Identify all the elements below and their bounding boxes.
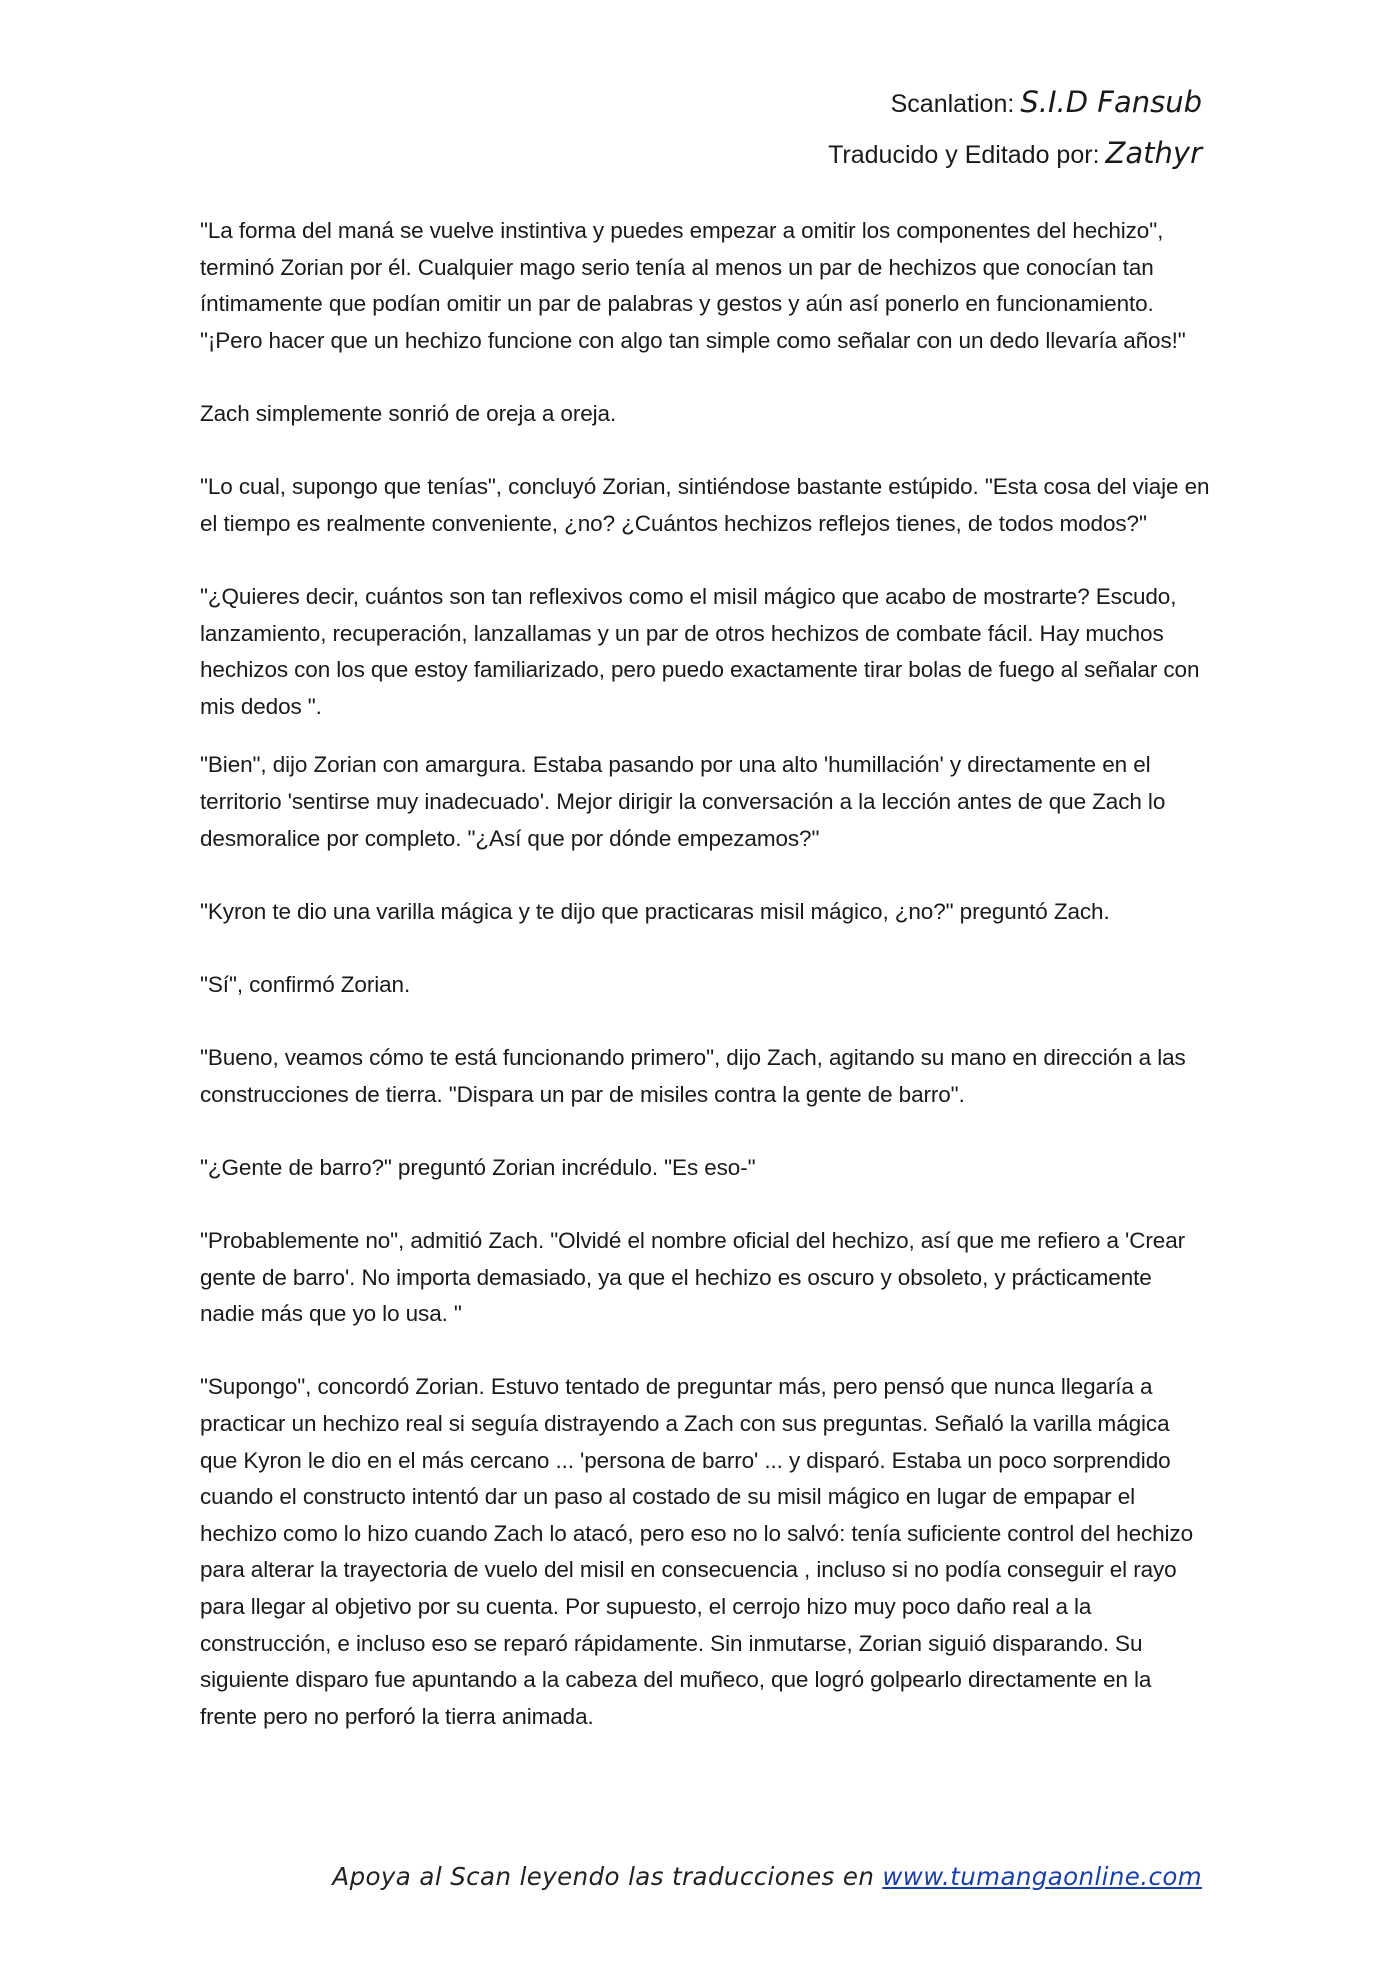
- paragraph: "Bien", dijo Zorian con amargura. Estaba pasando por una alto 'humillación' y directamente en el territorio 'sentirse muy inadecuado'. Mejor dirigir la conversación a la lección antes de que Zach lo desmoralice por completo. "¿Así que por dónde empezamos?": [200, 752, 1166, 851]
- paragraph: "Kyron te dio una varilla mágica y te dijo que practicaras misil mágico, ¿no?" preguntó Zach.: [200, 898, 1110, 924]
- chapter-text: [200, 213, 1210, 1735]
- translator-label: Traducido y Editado por:: [828, 141, 1100, 169]
- translator-name: Zathyr: [1105, 136, 1202, 170]
- paragraph: "Sí", confirmó Zorian.: [200, 971, 411, 997]
- translator-credit: [828, 136, 1202, 170]
- footer-text: Apoya al Scan leyendo las traducciones en: [332, 1862, 875, 1891]
- paragraph: "Supongo", concordó Zorian. Estuvo tentado de preguntar más, pero pensó que nunca llegaría a practicar un hechizo real si seguía distrayendo a Zach con sus preguntas. Señaló la varilla mágica que Kyron le dio en el más cercano ... 'persona de barro' ... y disparó. Estaba un poco sorprendido cuando el constructo intentó dar un paso al costado de su misil mágico en lugar de empapar el hechizo como lo hizo cuando Zach lo atacó, pero eso no lo salvó: tenía suficiente control del hechizo para alterar la trayectoria de vuelo del misil en consecuencia , incluso si no podía conseguir el rayo para llegar al objetivo por su cuenta. Por supuesto, el cerrojo hizo muy poco daño real a la construcción, e incluso eso se reparó rápidamente. Sin inmutarse, Zorian siguió disparando. Su siguiente disparo fue apuntando a la cabeza del muñeco, que logró golpearlo directamente en la frente pero no perforó la tierra animada.: [200, 1374, 1194, 1729]
- support-footer: [332, 1862, 1202, 1891]
- site-link[interactable]: www.tumangaonline.com: [882, 1862, 1202, 1891]
- scanlation-group: S.I.D Fansub: [1020, 85, 1202, 119]
- paragraph: Zach simplemente sonrió de oreja a oreja.: [200, 400, 617, 426]
- paragraph: "La forma del maná se vuelve instintiva y puedes empezar a omitir los componentes del hechizo", terminó Zorian por él. Cualquier mago serio tenía al menos un par de hechizos que conocían tan íntimamente que podían omitir un par de palabras y gestos y aún así ponerlo en funcionamiento. "¡Pero hacer que un hechizo funcione con algo tan simple como señalar con un dedo llevaría años!": [200, 218, 1186, 353]
- credits-block: [828, 85, 1202, 170]
- scanlation-label: Scanlation:: [890, 90, 1015, 118]
- paragraph: "¿Quieres decir, cuántos son tan reflexivos como el misil mágico que acabo de mostrarte? Escudo, lanzamiento, recuperación, lanzallamas y un par de otros hechizos de combate fácil. Hay muchos hechizos con los que estoy familiarizado, pero puedo exactamente tirar bolas de fuego al señalar con mis dedos ".: [200, 583, 1200, 719]
- paragraph: "Bueno, veamos cómo te está funcionando primero", dijo Zach, agitando su mano en dirección a las construcciones de tierra. "Dispara un par de misiles contra la gente de barro".: [200, 1045, 1186, 1107]
- scanlation-credit: [828, 85, 1202, 119]
- paragraph: "Probablemente no", admitió Zach. "Olvidé el nombre oficial del hechizo, así que me refiero a 'Crear gente de barro'. No importa demasiado, ya que el hechizo es oscuro y obsoleto, y prácticamente nadie más que yo lo usa. ": [200, 1228, 1185, 1327]
- paragraph: "Lo cual, supongo que tenías", concluyó Zorian, sintiéndose bastante estúpido. "Esta cosa del viaje en el tiempo es realmente conveniente, ¿no? ¿Cuántos hechizos reflejos tienes, de todos modos?": [200, 474, 1210, 536]
- paragraph: "¿Gente de barro?" preguntó Zorian incrédulo. "Es eso-": [200, 1154, 756, 1180]
